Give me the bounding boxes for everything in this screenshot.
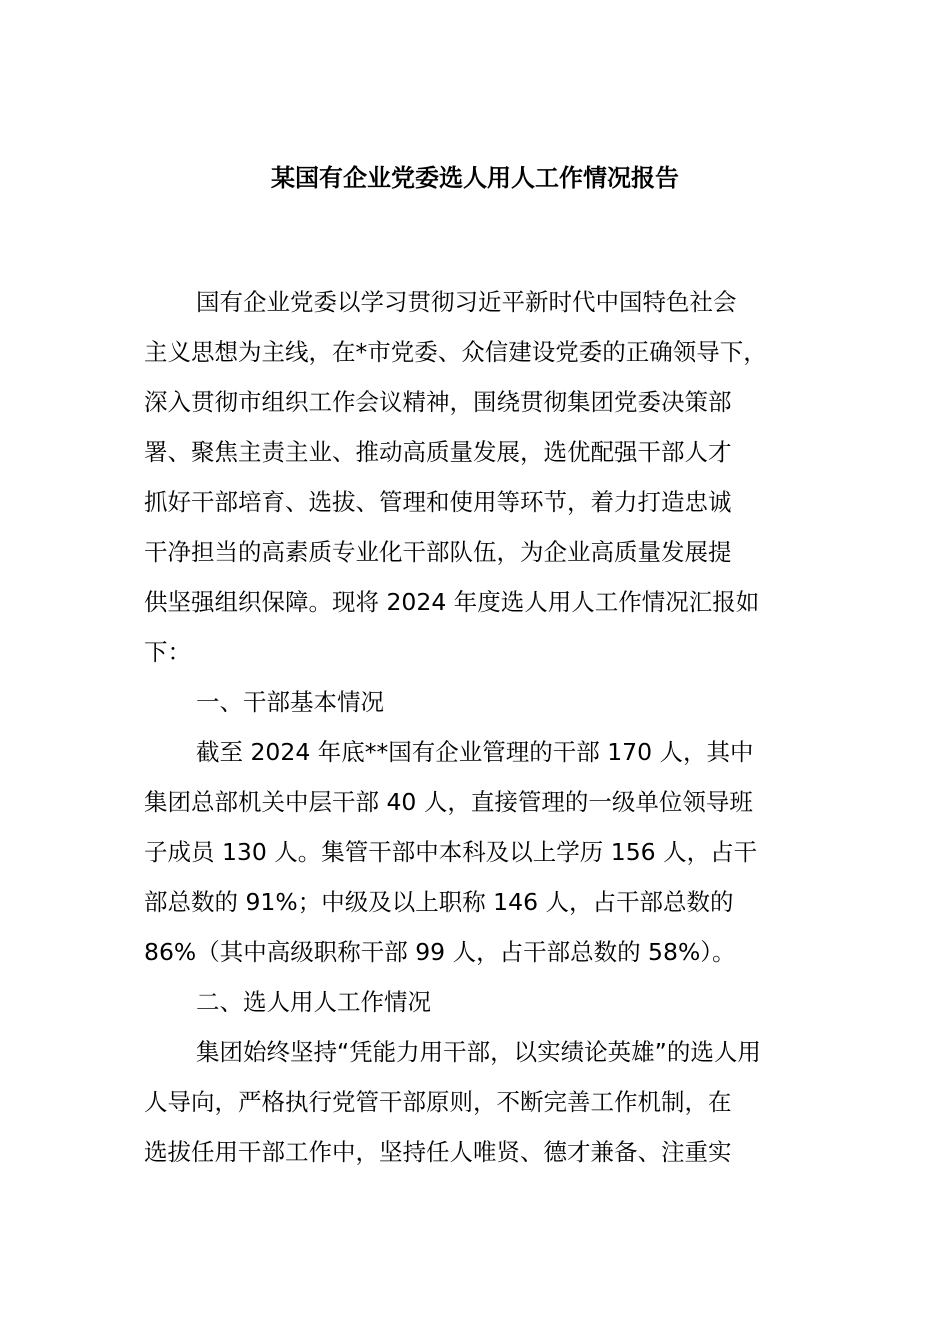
body-line-2: 主义思想为主线，在*市党委、众信建设党委的正确领导下，	[144, 338, 767, 366]
body-line-14: 集团始终坚持“凭能力用干部，以实绩论英雄”的选人用	[196, 1038, 761, 1066]
body-line-13: 86%（其中高级职称干部 99 人，占干部总数的 58%）。	[144, 938, 736, 966]
body-line-6: 干净担当的高素质专业化干部队伍，为企业高质量发展提	[144, 538, 732, 566]
body-line-16: 选拔任用干部工作中，坚持任人唯贤、德才兼备、注重实	[144, 1138, 732, 1166]
body-line-3: 深入贯彻市组织工作会议精神，围绕贯彻集团党委决策部	[144, 388, 732, 416]
body-line-7: 供坚强组织保障。现将 2024 年度选人用人工作情况汇报如	[144, 588, 760, 616]
body-line-8: 下：	[144, 638, 191, 666]
body-line-9: 截至 2024 年底**国有企业管理的干部 170 人，其中	[196, 738, 754, 766]
body-line-5: 抓好干部培育、选拔、管理和使用等环节，着力打造忠诚	[144, 488, 732, 516]
body-line-10: 集团总部机关中层干部 40 人，直接管理的一级单位领导班	[144, 788, 753, 816]
body-line-15: 人导向，严格执行党管干部原则，不断完善工作机制，在	[144, 1088, 732, 1116]
body-line-11: 子成员 130 人。集管干部中本科及以上学历 156 人，占干	[144, 838, 758, 866]
body-line-1: 国有企业党委以学习贯彻习近平新时代中国特色社会	[196, 288, 737, 316]
body-line-12: 部总数的 91%；中级及以上职称 146 人，占干部总数的	[144, 888, 734, 916]
body-line-4: 署、聚焦主责主业、推动高质量发展，选优配强干部人才	[144, 438, 732, 466]
document-title: 某国有企业党委选人用人工作情况报告	[271, 164, 679, 192]
section-heading-2: 二、选人用人工作情况	[196, 988, 431, 1016]
section-heading-1: 一、干部基本情况	[196, 688, 384, 716]
